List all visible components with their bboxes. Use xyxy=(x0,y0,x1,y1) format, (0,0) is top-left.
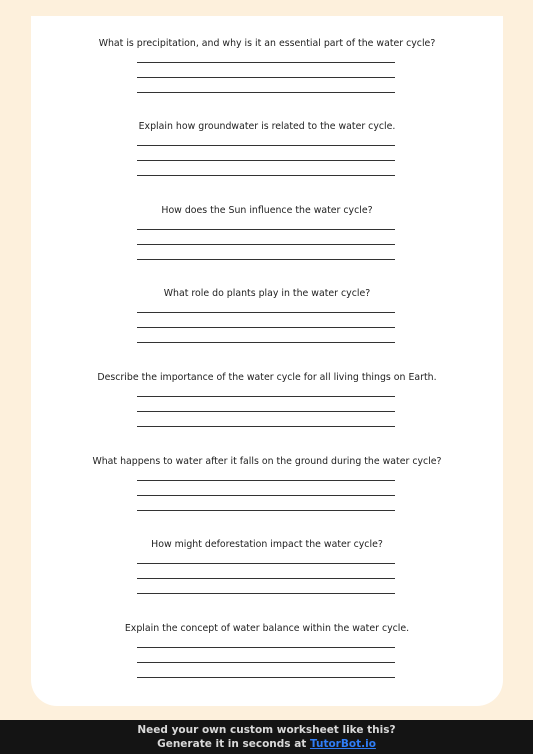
question-block xyxy=(31,121,503,133)
tutorbot-link[interactable]: TutorBot.io xyxy=(309,738,376,750)
answer-line xyxy=(137,593,395,594)
banner-line-2 xyxy=(0,737,533,751)
answer-line xyxy=(137,62,395,63)
question-block xyxy=(31,205,503,217)
answer-line xyxy=(137,259,395,260)
question-text: What happens to water after it falls on the ground during the water cycle? xyxy=(92,456,442,467)
worksheet-page xyxy=(31,16,503,706)
answer-line xyxy=(137,426,395,427)
question-block xyxy=(31,38,503,50)
answer-line xyxy=(137,396,395,397)
question-text: Describe the importance of the water cycle for all living things on Earth. xyxy=(97,372,437,383)
answer-line xyxy=(137,677,395,678)
banner-line-2-prefix: Generate it in seconds at xyxy=(157,738,310,750)
answer-line xyxy=(137,647,395,648)
answer-line xyxy=(137,160,395,161)
answer-line xyxy=(137,578,395,579)
answer-line xyxy=(137,327,395,328)
question-block xyxy=(31,456,503,468)
answer-line xyxy=(137,175,395,176)
answer-line xyxy=(137,662,395,663)
banner-line-1: Need your own custom worksheet like this? xyxy=(137,724,396,736)
answer-line xyxy=(137,145,395,146)
question-block xyxy=(31,288,503,300)
answer-line xyxy=(137,480,395,481)
question-block xyxy=(31,623,503,635)
answer-line xyxy=(137,229,395,230)
answer-line xyxy=(137,495,395,496)
question-text: Explain how groundwater is related to the water cycle. xyxy=(138,121,396,132)
question-block xyxy=(31,539,503,551)
answer-line xyxy=(137,510,395,511)
answer-line xyxy=(137,563,395,564)
answer-line xyxy=(137,342,395,343)
question-block xyxy=(31,372,503,384)
question-text: How does the Sun influence the water cycle? xyxy=(161,205,373,216)
answer-line xyxy=(137,92,395,93)
answer-line xyxy=(137,411,395,412)
promo-banner xyxy=(0,720,533,754)
question-text: Explain the concept of water balance within the water cycle. xyxy=(124,623,410,634)
question-text: What is precipitation, and why is it an essential part of the water cycle? xyxy=(98,38,436,49)
question-text: What role do plants play in the water cycle? xyxy=(163,288,371,299)
answer-line xyxy=(137,77,395,78)
answer-line xyxy=(137,312,395,313)
question-text: How might deforestation impact the water cycle? xyxy=(151,539,383,550)
answer-line xyxy=(137,244,395,245)
